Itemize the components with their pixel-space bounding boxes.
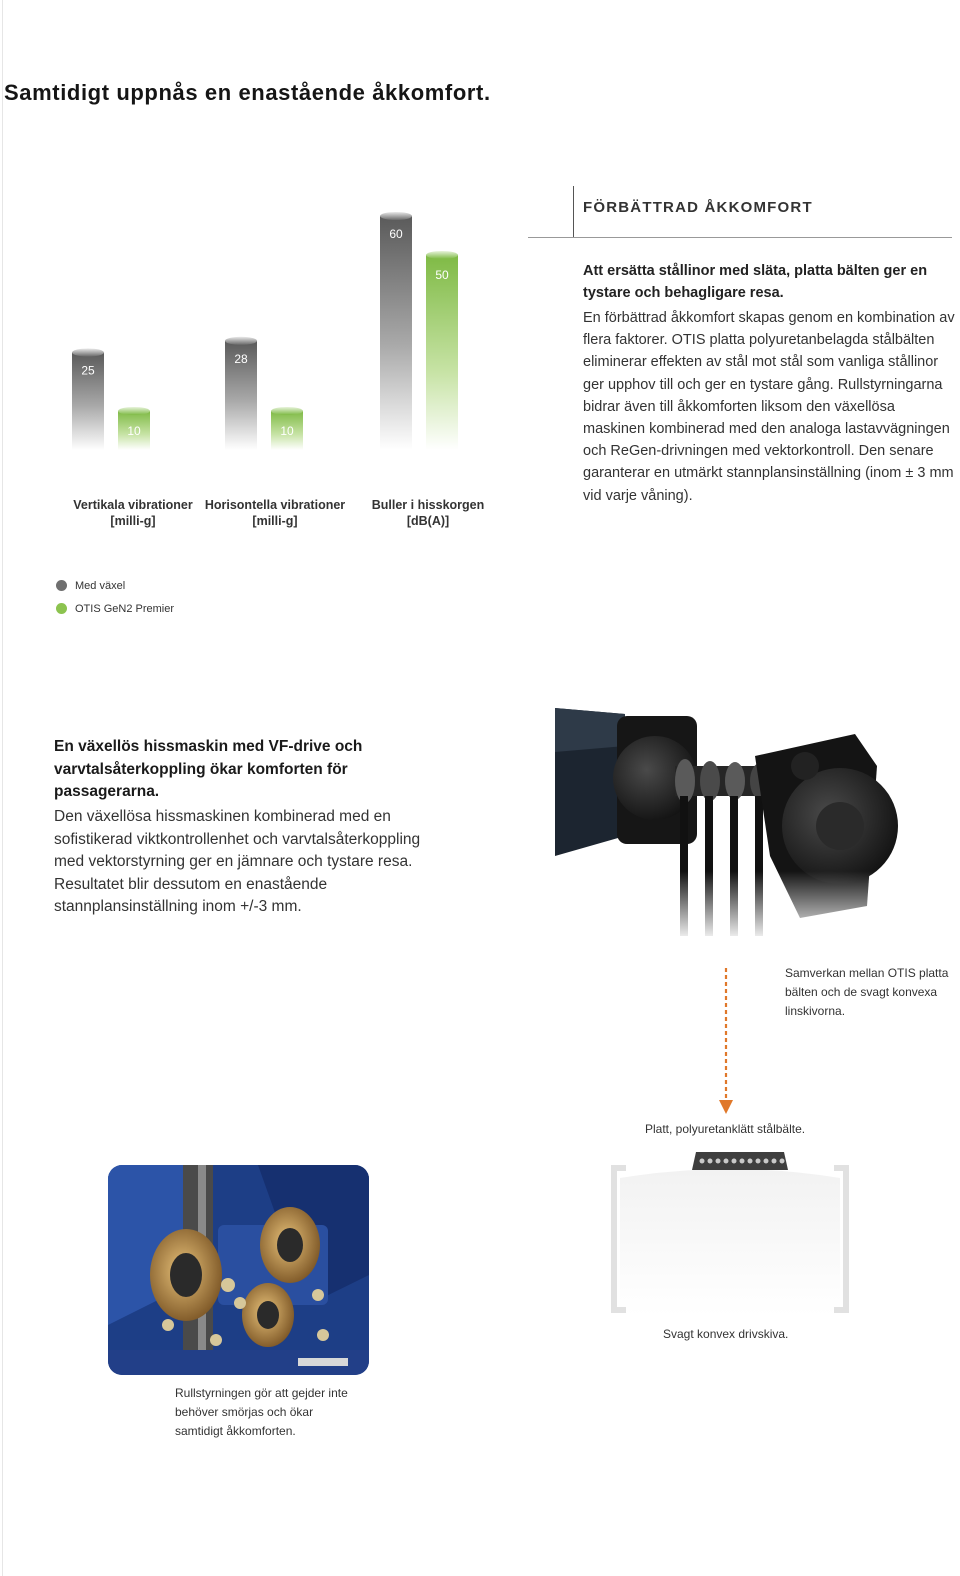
- section-heading: FÖRBÄTTRAD ÅKKOMFORT: [583, 199, 813, 216]
- bar-value-geared-2: 60: [389, 227, 403, 241]
- heading-horizontal-rule: [528, 237, 952, 238]
- bar-value-gen2-2: 50: [435, 268, 449, 282]
- gearless-machine-photo: [555, 706, 955, 942]
- bar-geared-2: [380, 216, 412, 450]
- bar-cap-gen2-2: [426, 251, 458, 259]
- bar-value-gen2-1: 10: [280, 424, 294, 438]
- bar-cap-gen2-1: [271, 407, 303, 415]
- caption-flat-belt: Platt, polyuretanklätt stålbälte.: [645, 1122, 806, 1136]
- bar-gen2-2: [426, 255, 458, 450]
- orange-dashed-arrow: [716, 966, 736, 1116]
- legend-dot-gray: [56, 580, 67, 591]
- category-label-2-0: Buller i hisskorgen: [371, 498, 485, 512]
- caption-roller-guides: Rullstyrningen gör att gejder inte behöver smörjas och ökar samtidigt åkkomforten.: [175, 1386, 348, 1438]
- category-label-2-1: [dB(A)]: [406, 514, 450, 528]
- bar-cap-geared-0: [72, 349, 104, 357]
- belt-on-sheave-diagram: [590, 1140, 870, 1320]
- legend-item-geared: [56, 574, 174, 597]
- chart-legend: [56, 574, 174, 620]
- comfort-body-text: En förbättrad åkkomfort skapas genom en kombination av flera faktorer. OTIS platta polyuretanbelagda stålbälten eliminerar effekten av stål mot stål som vanliga stållinor ger upphov till och ger en tystare gång. Rullstyrningarna bidrar även till åkkomforten liksom den växellösa maskinen kombinerad med den analoga lastavvägningen och ReGen-drivningen med vektorkontroll. Den senare garanterar en utmärkt stannplansinställning (inom ± 3 mm vid varje våning).: [583, 310, 955, 504]
- legend-dot-green: [56, 603, 67, 614]
- legend-item-gen2: [56, 597, 174, 620]
- bar-value-gen2-0: 10: [127, 424, 141, 438]
- heading-vertical-rule: [573, 186, 574, 238]
- category-label-0-1: [milli-g]: [110, 514, 156, 528]
- legend-label-gen2: OTIS GeN2 Premier: [75, 602, 175, 615]
- comparison-chart: [60, 200, 510, 540]
- comfort-lead-text: Att ersätta stållinor med släta, platta bälten ger en tystare och behagligare resa.: [583, 263, 928, 301]
- page-title: Samtidigt uppnås en enastående åkkomfort.: [4, 80, 491, 105]
- bar-value-geared-0: 25: [81, 363, 95, 378]
- motor-lead-text: En växellös hissmaskin med VF-drive och varvtalsåterkoppling ökar komforten för passagerarna.: [54, 738, 363, 800]
- category-label-1-0: Horisontella vibrationer: [204, 498, 346, 512]
- bar-cap-gen2-0: [118, 407, 150, 415]
- category-label-1-1: [milli-g]: [252, 514, 298, 528]
- bar-value-geared-1: 28: [234, 351, 248, 366]
- category-label-0-0: Vertikala vibrationer: [73, 498, 193, 512]
- motor-body-text: Den växellösa hissmaskinen kombinerad med en sofistikerad viktkontrollenhet och varvtalsåterkoppling med vektorstyrning ger en jämnare och tystare resa. Resultatet blir dessutom en enastående stannplansinställning inom +/-3 mm.: [54, 808, 421, 915]
- bar-cap-geared-1: [225, 337, 257, 345]
- bar-cap-geared-2: [380, 212, 412, 220]
- roller-guide-photo: [108, 1165, 369, 1375]
- legend-label-geared: Med växel: [75, 579, 126, 592]
- page-edge-rule: [2, 0, 3, 1576]
- caption-convex-sheave: Svagt konvex drivskiva.: [663, 1327, 789, 1341]
- caption-belt-interaction: Samverkan mellan OTIS platta bälten och de svagt konvexa linskivorna.: [785, 966, 949, 1018]
